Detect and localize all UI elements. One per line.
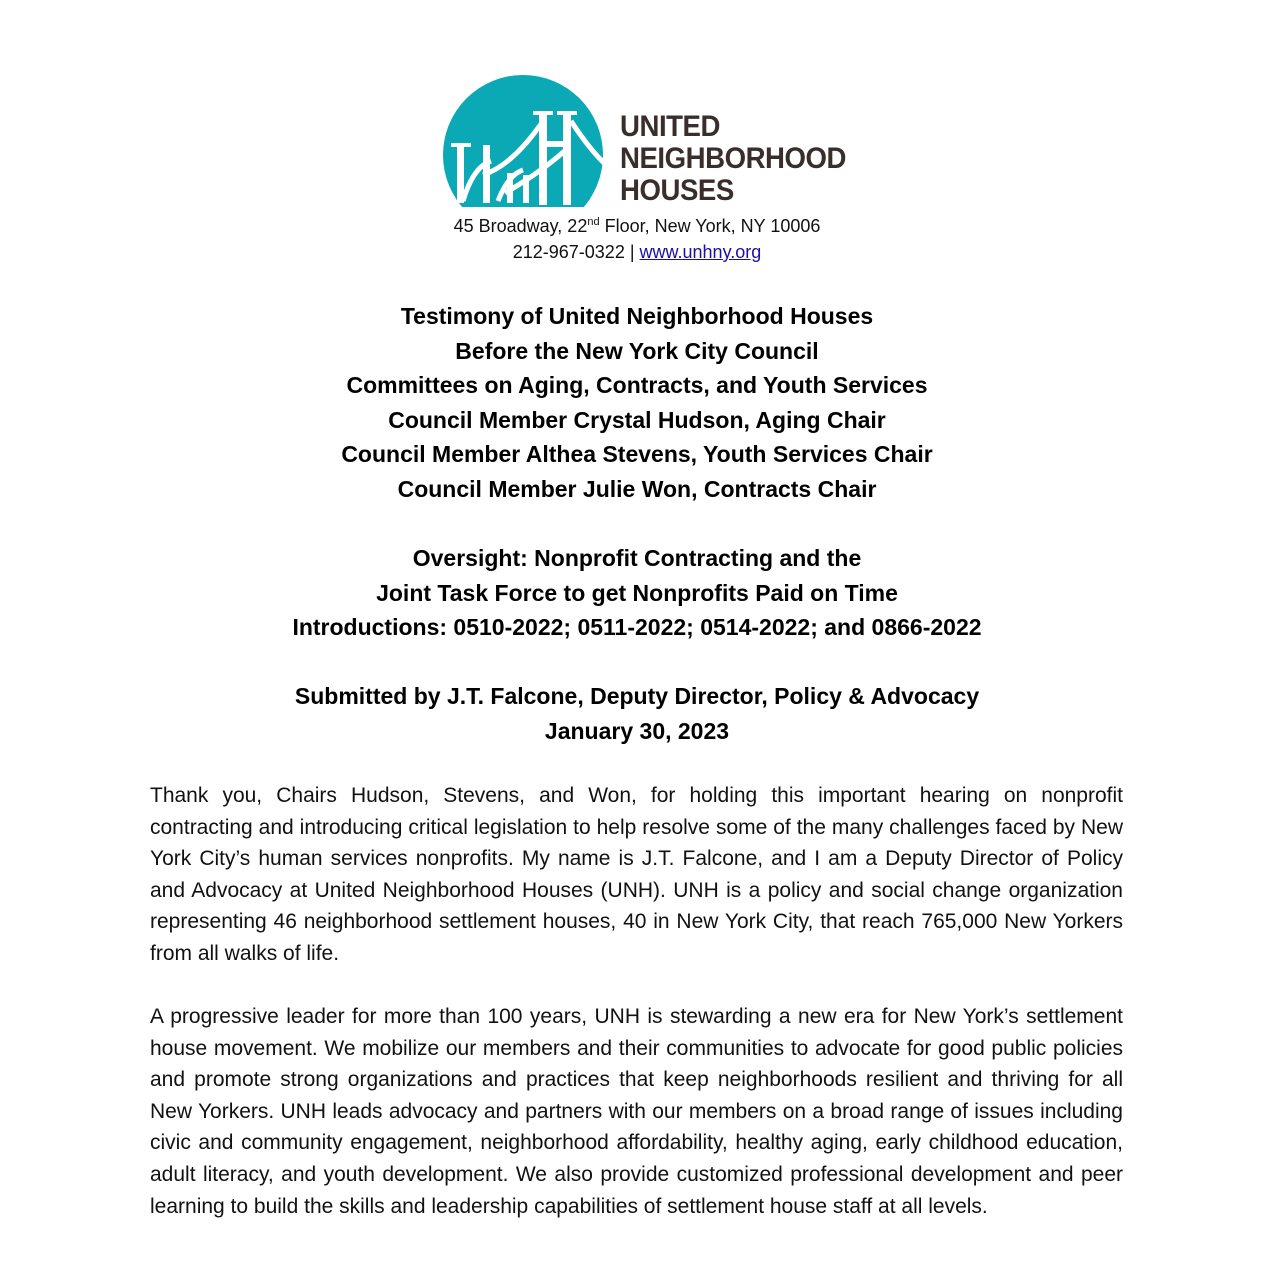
submission-date: January 30, 2023 bbox=[544, 717, 730, 744]
logo-line-2: NEIGHBORHOOD bbox=[620, 142, 847, 175]
address-street-rest: Floor, New York, NY 10006 bbox=[599, 216, 821, 236]
submission-block bbox=[0, 679, 1274, 748]
oversight-line: Joint Task Force to get Nonprofits Paid on Time bbox=[376, 579, 898, 606]
website-link[interactable]: www.unhny.org bbox=[639, 242, 762, 262]
title-line: Committees on Aging, Contracts, and Youth Services bbox=[346, 372, 928, 399]
title-line: Council Member Althea Stevens, Youth Services Chair bbox=[341, 441, 933, 468]
address-contact bbox=[0, 239, 1274, 265]
title-line: Testimony of United Neighborhood Houses bbox=[400, 303, 874, 329]
logo-wordmark bbox=[620, 111, 846, 207]
submitted-by: Submitted by J.T. Falcone, Deputy Director, Policy & Advocacy bbox=[294, 683, 980, 709]
address-street bbox=[0, 213, 1274, 239]
oversight-line: Introductions: 0510-2022; 0511-2022; 0514-2022; and 0866-2022 bbox=[292, 614, 982, 641]
logo-line-3: HOUSES bbox=[620, 174, 734, 207]
title-line: Council Member Julie Won, Contracts Chair bbox=[397, 475, 877, 502]
unh-monogram-icon bbox=[443, 75, 613, 207]
oversight-line: Oversight: Nonprofit Contracting and the bbox=[412, 545, 862, 571]
body-paragraph-2: A progressive leader for more than 100 years, UNH is stewarding a new era for New York’s settlement house movement. We mobilize our members and their communities to advocate for good public policies and promote strong organizations and practices that keep neighborhoods resilient and thriving for all New Yorkers. UNH leads advocacy and partners with our members on a broad range of issues including civic and community engagement, neighborhood affordability, healthy aging, early childhood education, adult literacy, and youth development. We also provide customized professional development and peer learning to build the skills and leadership capabilities of settlement house staff at all levels. bbox=[150, 1005, 1123, 1218]
phone-number: 212-967-0322 | bbox=[512, 242, 640, 262]
title-line: Council Member Crystal Hudson, Aging Chair bbox=[388, 406, 886, 433]
unh-logo bbox=[443, 75, 847, 207]
address-street-prefix: 45 Broadway, 22 bbox=[453, 216, 588, 236]
oversight-title-block bbox=[0, 541, 1274, 645]
logo-line-1: UNITED bbox=[620, 110, 720, 143]
address-floor-suffix: nd bbox=[587, 216, 600, 228]
body-paragraph-1: Thank you, Chairs Hudson, Stevens, and Won, for holding this important hearing on nonprofit contracting and introducing critical legislation to help resolve some of the many challenges faced by New York City’s human services nonprofits. My name is J.T. Falcone, and I am a Deputy Director of Policy and Advocacy at United Neighborhood Houses (UNH). UNH is a policy and social change organization representing 46 neighborhood settlement houses, 40 in New York City, that reach 765,000 New Yorkers from all walks of life. bbox=[150, 784, 1123, 965]
testimony-title-block bbox=[0, 299, 1274, 507]
title-line: Before the New York City Council bbox=[455, 337, 819, 364]
